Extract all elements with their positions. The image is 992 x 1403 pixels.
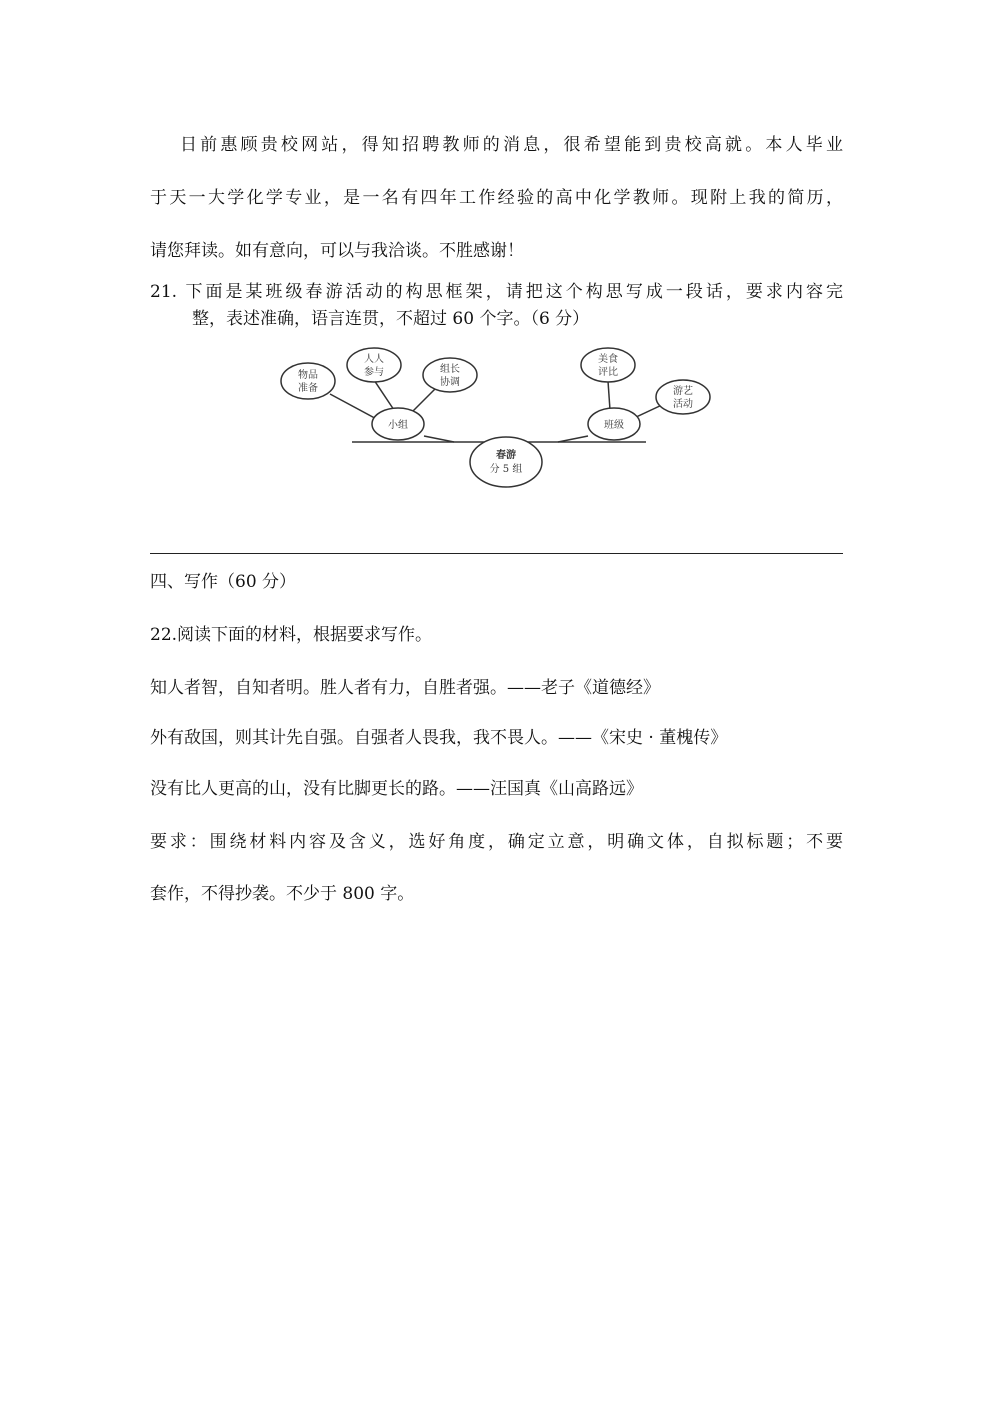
node-everyone-label-1: 人人 xyxy=(364,354,384,365)
node-center-label-2: 分 5 组 xyxy=(489,464,523,475)
node-center-label-1: 春游 xyxy=(496,450,516,461)
letter-line-1: 日前惠顾贵校网站，得知招聘教师的消息，很希望能到贵校高就。本人毕业 xyxy=(180,135,843,155)
question-21-line-2: 整，表述准确，语言连贯，不超过 60 个字。（6 分） xyxy=(192,309,590,329)
node-materials-label-1: 物品 xyxy=(298,370,318,381)
node-food-label-1: 美食 xyxy=(598,354,618,365)
quote-songshi: 外有敌国，则其计先自强。自强者人畏我，我不畏人。——《宋史 · 董槐传》 xyxy=(150,728,728,748)
letter-line-3: 请您拜读。如有意向，可以与我洽谈。不胜感谢！ xyxy=(150,241,524,261)
node-leader-label-2: 协调 xyxy=(440,377,460,388)
requirements-line-2: 套作，不得抄袭。不少于 800 字。 xyxy=(150,884,415,904)
node-food-label-2: 评比 xyxy=(598,367,618,378)
quote-wang-guozhen: 没有比人更高的山，没有比脚更长的路。——汪国真《山高路远》 xyxy=(150,779,643,799)
node-games-label-2: 活动 xyxy=(673,399,693,410)
node-everyone-label-2: 参与 xyxy=(364,367,384,378)
requirements-line-1: 要求：围绕材料内容及含义，选好角度，确定立意，明确文体，自拟标题；不要 xyxy=(150,832,843,852)
section-4-title: 四、写作（60 分） xyxy=(150,572,297,592)
section-divider xyxy=(150,553,843,554)
question-21-line-1: 21. 下面是某班级春游活动的构思框架，请把这个构思写成一段话，要求内容完 xyxy=(150,282,843,302)
node-left-hub-label: 小组 xyxy=(388,420,408,431)
node-materials-label-2: 准备 xyxy=(298,383,318,394)
node-games-label-1: 游艺 xyxy=(673,386,693,397)
connector-everyone xyxy=(374,380,394,410)
connector-leader xyxy=(412,388,436,412)
letter-line-2: 于天一大学化学专业，是一名有四年工作经验的高中化学教师。现附上我的简历， xyxy=(150,188,843,208)
quote-laozi: 知人者智，自知者明。胜人者有力，自胜者强。——老子《道德经》 xyxy=(150,678,660,698)
node-center xyxy=(470,437,542,487)
node-leader-label-1: 组长 xyxy=(440,364,460,375)
node-right-hub-label: 班级 xyxy=(604,420,624,431)
question-22-prompt: 22.阅读下面的材料，根据要求写作。 xyxy=(150,625,433,645)
activity-concept-diagram xyxy=(270,344,720,494)
connector-food xyxy=(608,381,610,410)
